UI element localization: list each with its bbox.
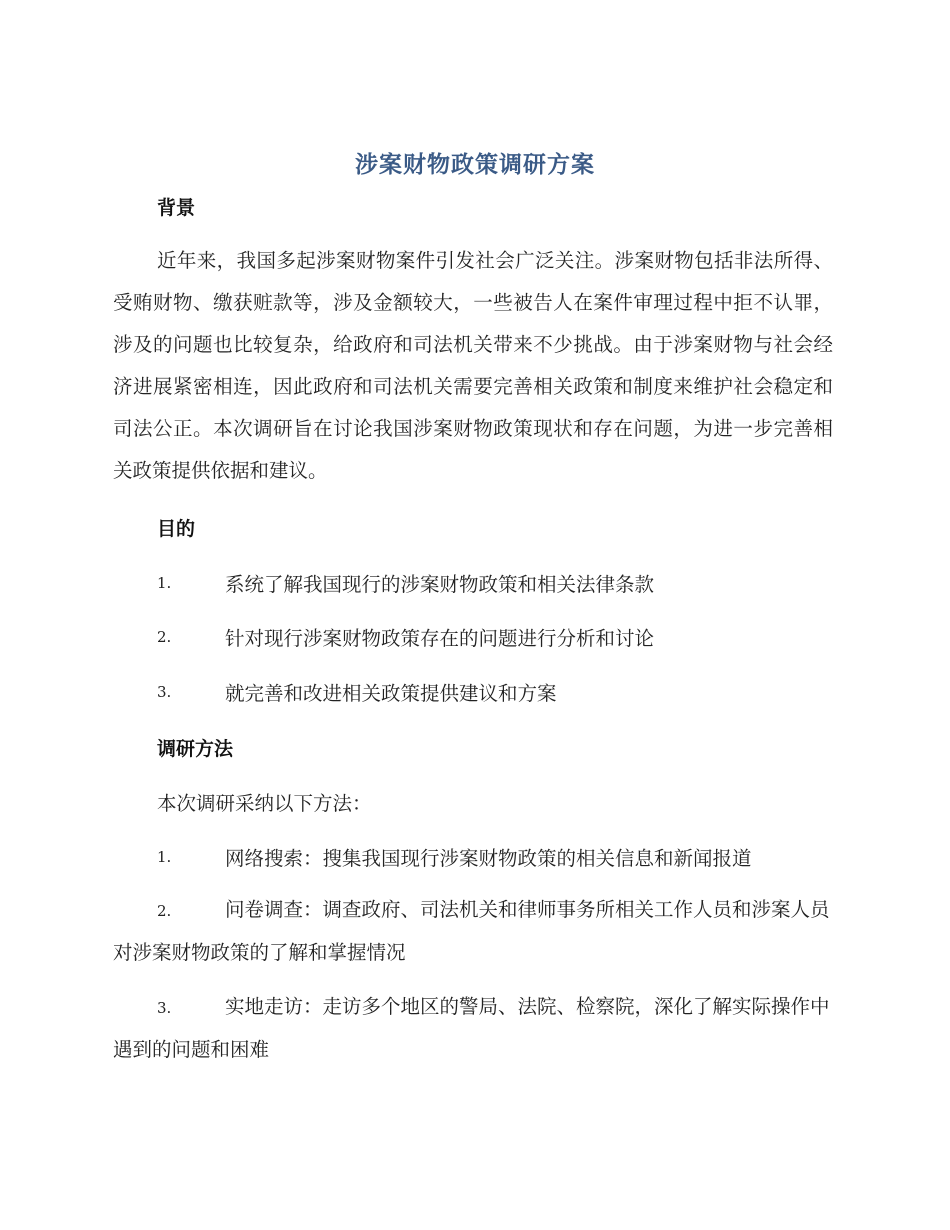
method-item-1-number: 1. <box>157 848 172 866</box>
method-item-3-number: 3. <box>157 999 172 1017</box>
background-paragraph: 近年来，我国多起涉案财物案件引发社会广泛关注。涉案财物包括非法所得、受贿财物、缴获赃款等，涉及金额较大，一些被告人在案件审理过程中拒不认罪，涉及的问题也比较复杂，给政府和司法机关带来不少挑战。由于涉案财物与社会经济进展紧密相连，因此政府和司法机关需要完善相关政策和制度来维护社会稳定和司法公正。本次调研旨在讨论我国涉案财物政策现状和存在问题，为进一步完善相关政策提供依据和建议。 <box>113 249 833 482</box>
method-item-1-text: 网络搜索：搜集我国现行涉案财物政策的相关信息和新闻报道 <box>225 847 752 870</box>
method-intro: 本次调研采纳以下方法： <box>157 792 372 815</box>
method-item-2-text: 问卷调查：调查政府、司法机关和律师事务所相关工作人员和涉案人员对涉案财物政策的了解和掌握情况 <box>113 898 830 964</box>
purpose-item-1-number: 1. <box>157 574 172 592</box>
background-heading: 背景 <box>157 197 196 219</box>
purpose-item-3-text: 就完善和改进相关政策提供建议和方案 <box>225 682 557 705</box>
purpose-item-2-number: 2. <box>157 628 172 646</box>
purpose-item-2-text: 针对现行涉案财物政策存在的问题进行分析和讨论 <box>225 627 655 650</box>
purpose-item-3-number: 3. <box>157 683 172 701</box>
purpose-heading: 目的 <box>157 518 196 540</box>
method-item-2-number: 2. <box>157 902 172 920</box>
method-item-2 <box>113 889 833 974</box>
method-item-3 <box>113 986 833 1071</box>
document-title: 涉案财物政策调研方案 <box>355 152 595 178</box>
method-item-3-text: 实地走访：走访多个地区的警局、法院、检察院，深化了解实际操作中遇到的问题和困难 <box>113 995 830 1061</box>
purpose-item-1-text: 系统了解我国现行的涉案财物政策和相关法律条款 <box>225 573 655 596</box>
method-heading: 调研方法 <box>157 738 234 760</box>
